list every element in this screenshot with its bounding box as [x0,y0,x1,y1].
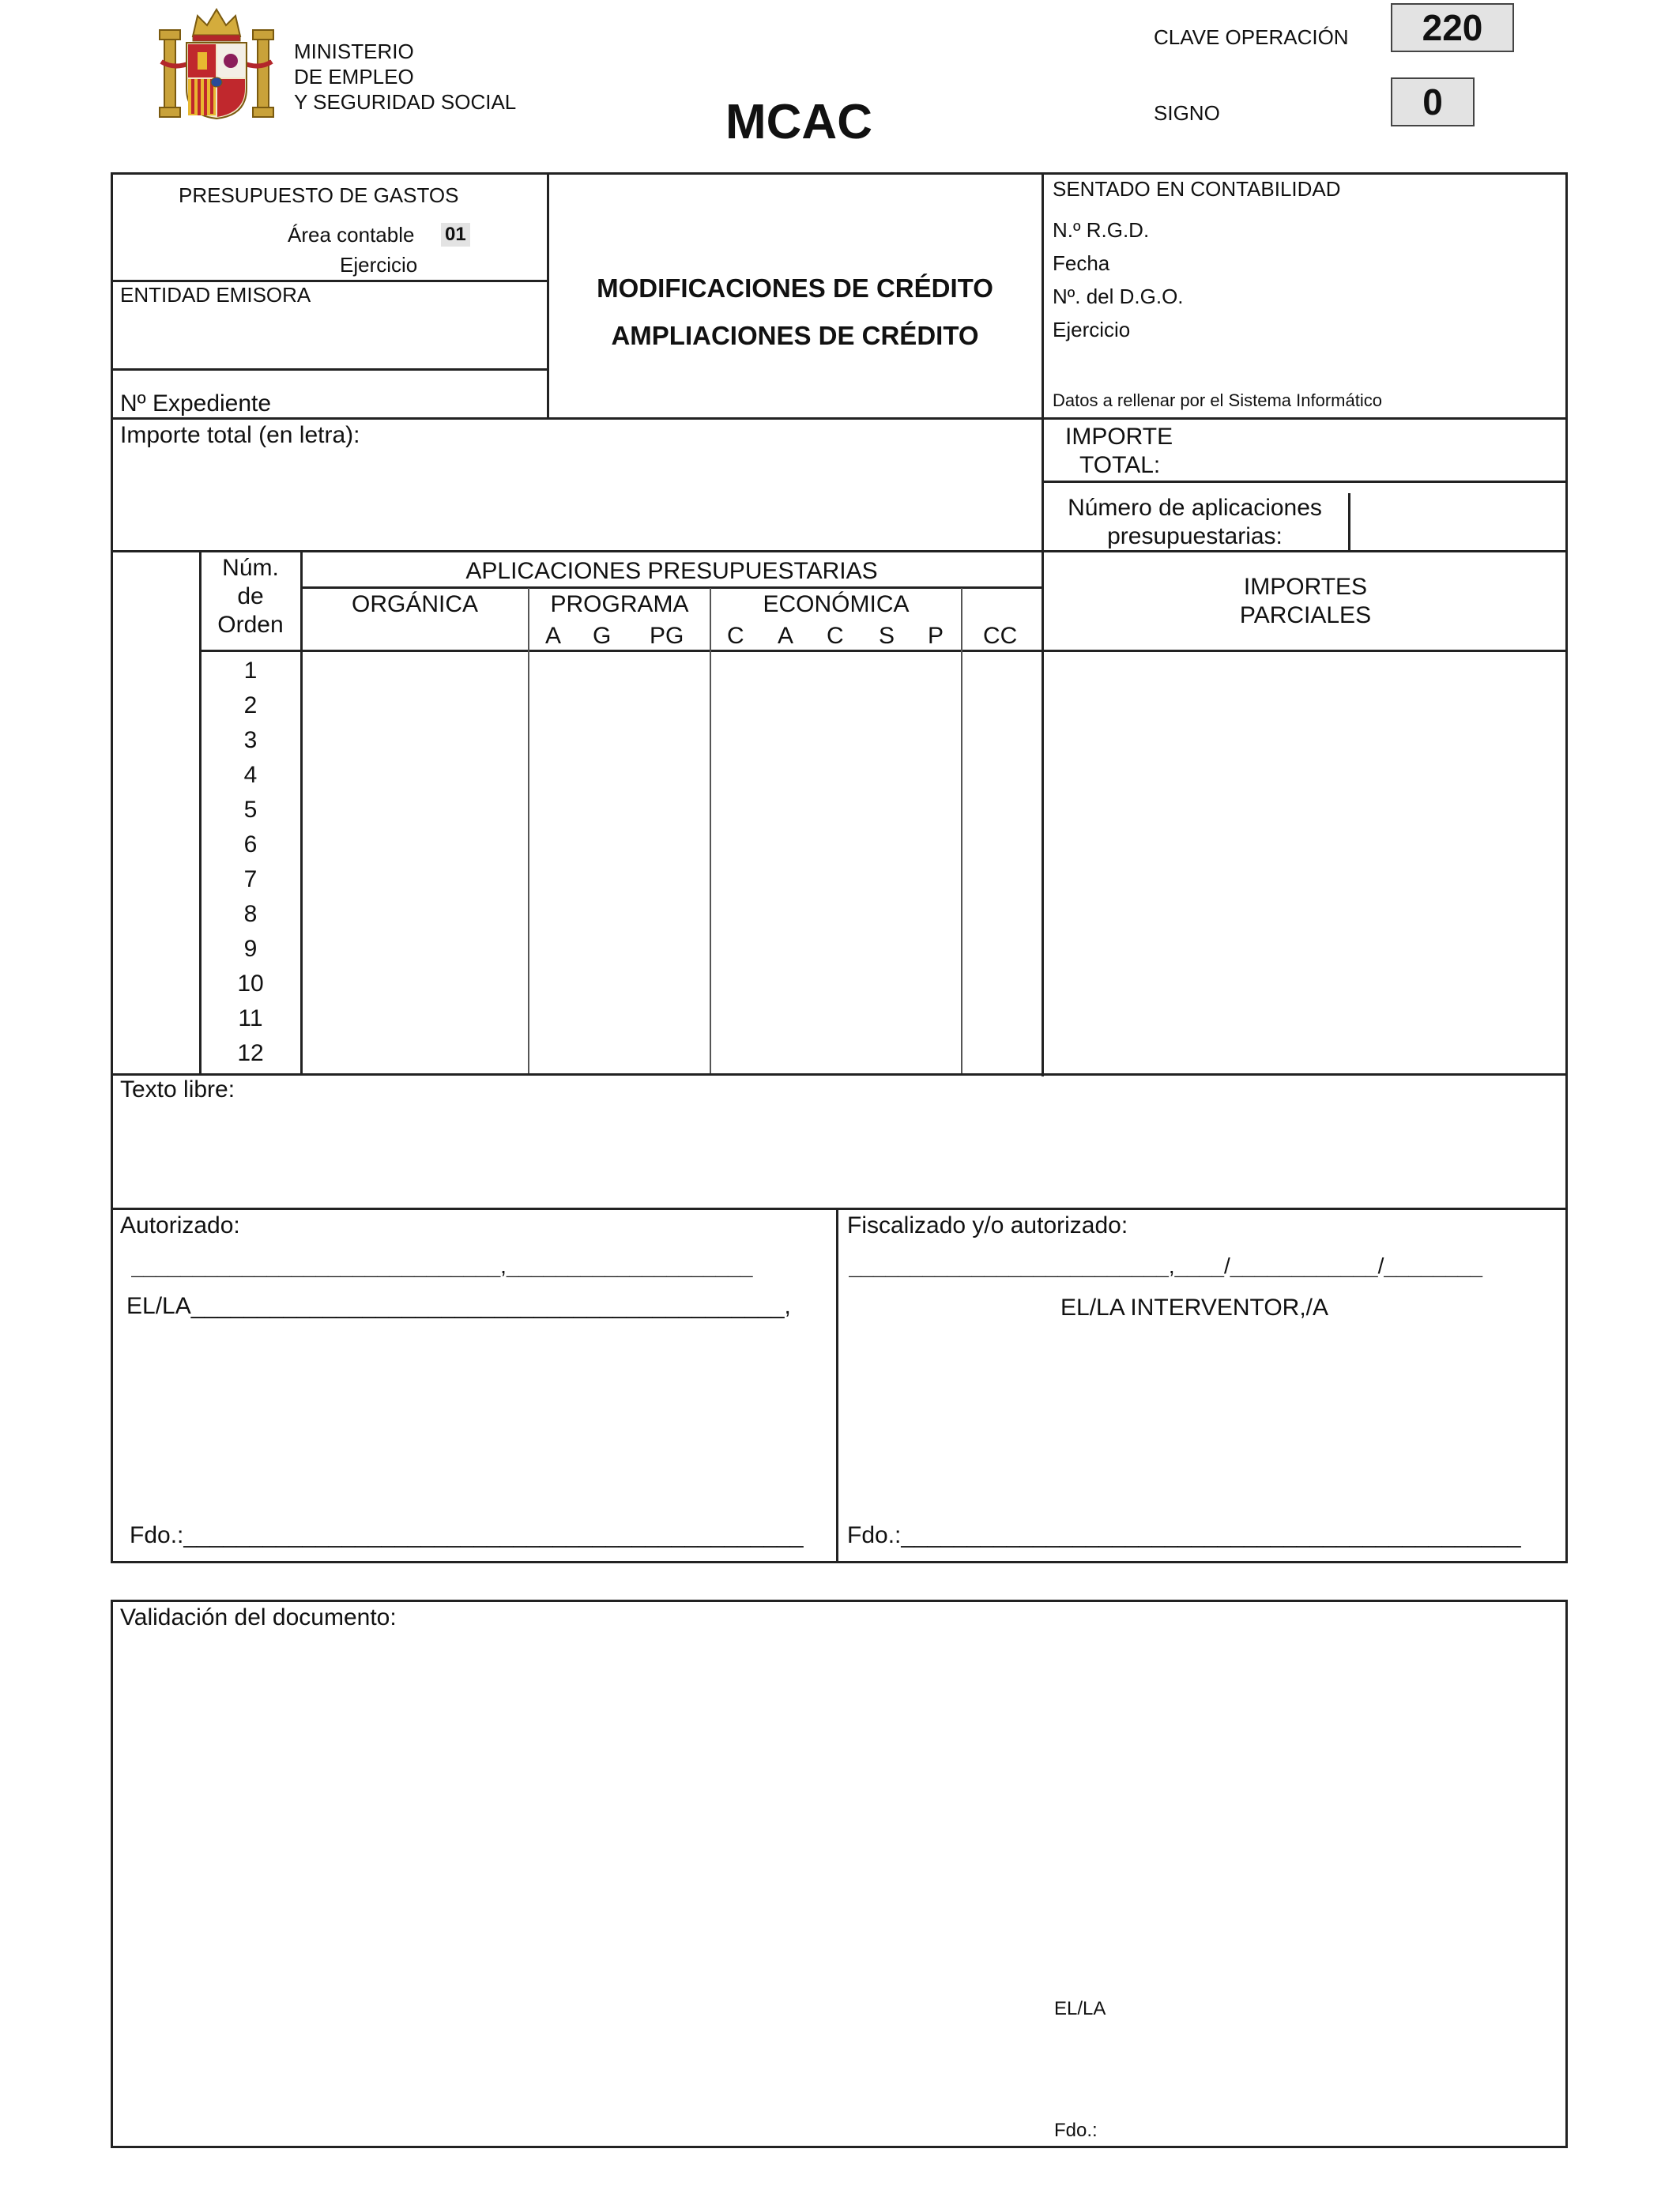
table-row-number: 4 [243,762,258,788]
table-row-number: 1 [243,658,258,684]
divider [111,550,1568,552]
datos-sistema-note: Datos a rellenar por el Sistema Informático [1053,390,1382,410]
expediente-label: Nº Expediente [120,390,272,417]
ministry-line-1: MINISTERIO [294,40,414,63]
table-row-number: 7 [243,866,258,892]
economica-sub-s: S [879,623,895,649]
area-contable-label: Área contable [288,223,415,247]
divider [111,1208,1568,1210]
fiscalizado-place-date-line: __________________________,____/____________/________ [849,1255,1482,1277]
organica-header: ORGÁNICA [351,591,479,617]
area-contable-value: 01 [441,223,470,247]
title-ampliaciones: AMPLIACIONES DE CRÉDITO [611,321,979,350]
autorizado-fdo-line: Fdo.:_______________________________________________ [130,1524,804,1547]
num-orden-header-2: de [237,583,264,609]
programa-header: PROGRAMA [550,591,689,617]
validacion-label: Validación del documento: [120,1604,397,1630]
divider [199,650,1568,652]
ministry-line-2: DE EMPLEO [294,65,414,89]
texto-libre-label: Texto libre: [120,1076,235,1103]
fecha-label: Fecha [1053,251,1110,275]
economica-sub-p: P [928,623,944,649]
autorizado-el-la-line: EL/LA_____________________________________________, [126,1295,791,1318]
num-aplicaciones-label-1: Número de aplicaciones [1068,495,1322,521]
validacion-frame [111,1600,1568,2148]
divider [1042,481,1568,483]
table-row-number: 9 [243,936,258,962]
ministry-line-3: Y SEGURIDAD SOCIAL [294,90,517,114]
num-orden-header-3: Orden [217,612,284,638]
importe-total-label-1: IMPORTE [1065,424,1173,450]
clave-operacion-label: CLAVE OPERACIÓN [1154,25,1349,49]
fiscalizado-label: Fiscalizado y/o autorizado: [847,1212,1128,1238]
importe-total-label-2: TOTAL: [1079,452,1161,478]
table-row-number: 11 [238,1005,263,1031]
table-row-number: 8 [243,901,258,927]
economica-sub-c2: C [827,623,844,649]
programa-sub-g: G [593,623,612,649]
table-row-number: 12 [237,1040,264,1066]
divider [961,588,962,1075]
num-orden-header-1: Núm. [222,555,279,581]
rgd-label: N.º R.G.D. [1053,218,1150,242]
divider [300,550,303,1075]
divider [1348,493,1350,552]
table-row-number: 3 [243,727,258,753]
divider [111,368,548,371]
divider [836,1208,838,1563]
title-modificaciones: MODIFICACIONES DE CRÉDITO [597,273,993,303]
programa-sub-a: A [545,623,562,649]
clave-operacion-value: 220 [1391,3,1514,52]
ejercicio-contabilidad-label: Ejercicio [1053,318,1131,341]
importes-parciales-header-1: IMPORTES [1243,574,1368,600]
table-row-number: 2 [243,692,258,718]
validacion-el-la: EL/LA [1054,1998,1106,2019]
autorizado-label: Autorizado: [120,1212,240,1238]
signo-label: SIGNO [1154,101,1220,125]
importe-total-letra-label: Importe total (en letra): [120,422,360,448]
economica-sub-c1: C [727,623,744,649]
coat-of-arms-icon [158,6,275,122]
table-row-number: 6 [243,831,258,858]
entidad-emisora-label: ENTIDAD EMISORA [120,283,311,307]
divider [111,280,548,282]
autorizado-place-date-line: ______________________________,____________________ [131,1255,753,1277]
ejercicio-label: Ejercicio [340,253,418,277]
signo-value: 0 [1391,77,1475,126]
table-row-number: 10 [237,971,264,997]
programa-sub-pg: PG [650,623,684,649]
form-code: MCAC [725,95,872,149]
divider [111,1073,1568,1076]
divider [710,588,711,1075]
main-form-frame [111,172,1568,1563]
divider [528,588,529,1075]
economica-header: ECONÓMICA [763,591,910,617]
importes-parciales-header-2: PARCIALES [1239,602,1372,628]
presupuesto-de-gastos: PRESUPUESTO DE GASTOS [179,183,459,207]
aplicaciones-header: APLICACIONES PRESUPUESTARIAS [465,558,878,584]
economica-sub-a: A [778,623,794,649]
num-aplicaciones-label-2: presupuestarias: [1107,523,1283,549]
interventor-label: EL/LA INTERVENTOR,/A [1060,1295,1329,1321]
dgo-label: Nº. del D.G.O. [1053,285,1184,308]
divider [300,586,1043,589]
sentado-contabilidad-label: SENTADO EN CONTABILIDAD [1053,177,1341,201]
cc-header: CC [983,623,1018,649]
fiscalizado-fdo-line: Fdo.:_______________________________________________ [847,1524,1521,1547]
validacion-fdo: Fdo.: [1054,2120,1098,2141]
table-row-number: 5 [243,797,258,823]
divider [111,417,1568,420]
